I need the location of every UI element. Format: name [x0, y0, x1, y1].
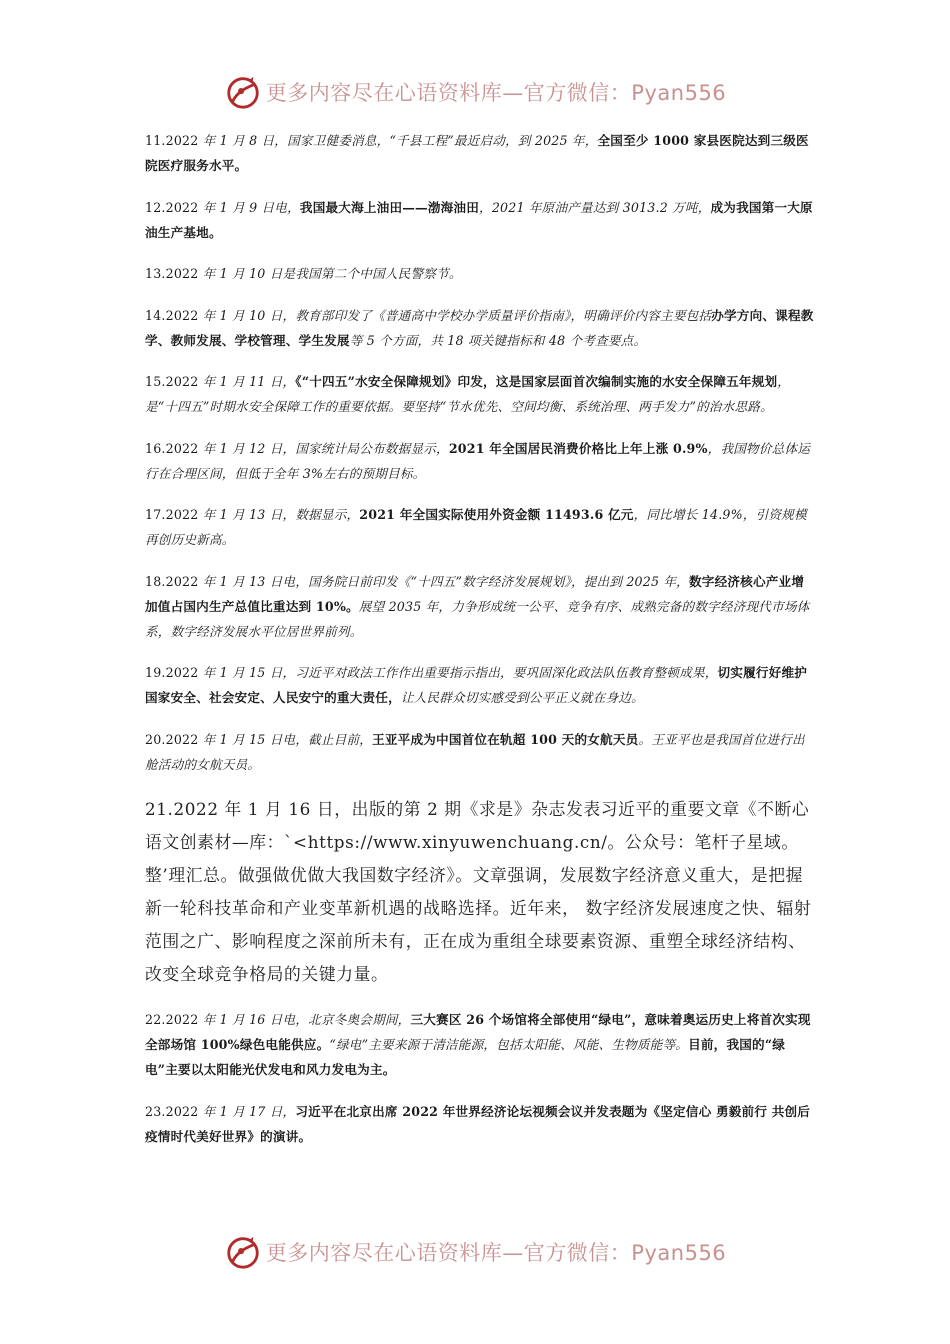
footer-banner	[0, 1230, 950, 1274]
news-item	[145, 369, 815, 419]
logo-icon	[224, 73, 262, 111]
news-item-text: 20.2022	[145, 731, 203, 747]
news-item-text: 2021 年全国居民消费价格比上年上涨 0.9%	[448, 440, 708, 456]
news-item-21: 21.2022 年 1 月 16 日，出版的第 2 期《求是》杂志发表习近平的重要文章《不断心语文创素材—库：`<https://www.xinyuwenchuang.cn/。公众号：笔杆子星域。整’理汇总。做强做优做大我国数字经济》。文章强调，发展数字经济意义重大，是把握新一轮科技革命和产业变革新机遇的战略选择。近年来， 数字经济发展速度之快、辐射范围之广、影响程度之深前所未有，正在成为重组全球要素资源、重塑全球经济结构、改变全球竞争格局的关键力量。	[145, 799, 812, 984]
news-item-text: 习近平在北京出席 2022 年世界经济论坛视频会议并发表题为《坚定信心 勇毅前行 共创后疫情时代美好世界》的演讲。	[145, 1103, 811, 1144]
news-item-text: 王亚平成为中国首位在轨超 100 天的女航天员	[372, 731, 639, 747]
news-item-text: 年 1 月 13 日电，国务院日前印发《“十四五”数字经济发展规划》，提出到 2025 年，	[202, 573, 689, 589]
news-item-text: 年 1 月 13 日，数据显示，	[202, 507, 360, 522]
news-item-text: 11.2022	[145, 133, 203, 148]
news-item	[145, 727, 815, 777]
news-item	[145, 436, 815, 486]
news-item	[145, 1007, 815, 1082]
news-item	[145, 128, 815, 178]
footer-banner-text: 更多内容尽在心语资料库—官方微信：Pyan556	[265, 1241, 727, 1265]
news-item	[145, 502, 815, 552]
news-list-continued	[145, 1007, 815, 1149]
news-item-text: 让人民群众切实感受到公平正义就在身边。	[400, 690, 644, 705]
news-item-text: 《“十四五”水安全保障规划》印发，这是国家层面首次编制实施的水安全保障五年规划	[295, 374, 778, 389]
logo-icon	[224, 1233, 262, 1271]
news-item-text: “绿电”主要来源于清洁能源，包括太阳能、风能、生物质能等。	[329, 1037, 689, 1052]
news-item-text: 年 1 月 10 日，教育部印发了《普通高中学校办学质量评价指南》，明确评价内容主要包括	[202, 307, 712, 323]
news-item-text: 全国至少 1000 家县医院达到三级医院医疗服务水平。	[145, 133, 809, 173]
news-item-text: 年 1 月 12 日，国家统计局公布数据显示，	[202, 440, 449, 456]
news-item-text: 年 1 月 9 日电，	[202, 199, 300, 215]
news-item-text: 三大赛区 26 个场馆将全部使用“绿电”，意味着奥运历史上将首次实现全部场馆 100%绿色电能供应。	[145, 1012, 811, 1052]
news-item-text: 年 1 月 15 日，习近平对政法工作作出重要指示指出，要巩固深化政法队伍教育整顿成果，	[202, 665, 718, 680]
news-item-text: 19.2022	[145, 665, 203, 680]
news-item	[145, 1099, 815, 1149]
header-banner-text: 更多内容尽在心语资料库—官方微信：Pyan556	[265, 81, 727, 105]
news-item	[145, 261, 815, 286]
news-item-text: 年 1 月 15 日电，截止目前，	[202, 731, 373, 747]
news-item-text: 年 1 月 17 日，	[202, 1103, 296, 1119]
news-item-text: 14.2022	[145, 307, 203, 323]
news-item-text: 我国最大海上油田——渤海油田	[299, 199, 480, 215]
news-item-text: 13.2022	[145, 266, 203, 281]
news-item-text: 成为我国第一大原油生产基地。	[145, 199, 813, 240]
news-item-text: 16.2022	[145, 440, 203, 456]
news-item-text: 年 1 月 16 日电，北京冬奥会期间，	[202, 1012, 411, 1027]
news-item-text: ，是“十四五”时期水安全保障工作的重要依据。要坚持“节水优先、空间均衡、系统治理、两手发力”的治水思路。	[145, 374, 791, 414]
news-item-text: 15.2022	[145, 374, 203, 389]
header-banner	[0, 70, 950, 114]
news-item	[145, 660, 815, 710]
news-item-text: 年 1 月 11 日，	[202, 374, 296, 389]
news-list	[145, 128, 815, 777]
news-item-text: ，同比增长 14.9%，引资规模再创历史新高。	[145, 507, 807, 547]
news-item-text: 22.2022	[145, 1012, 203, 1027]
news-item-text: 数字经济核心产业增加值占国内生产总值比重达到 10%。	[145, 573, 805, 614]
document-body	[145, 128, 815, 1165]
news-item-text: ，2021 年原油产量达到 3013.2 万吨，	[479, 199, 711, 215]
news-item-text: 目前，我国的“绿电”主要以太阳能光伏发电和风力发电为主。	[145, 1037, 786, 1077]
news-item-text: 展望 2035 年，力争形成统一公平、竞争有序、成熟完备的数字经济现代市场体系，数字经济发展水平位居世界前列。	[145, 598, 810, 639]
news-item-text: 年 1 月 8 日，国家卫健委消息，“千县工程”最近启动，到 2025 年，	[202, 133, 598, 148]
news-item-text: ，我国物价总体运行在合理区间，但低于全年 3%左右的预期目标。	[145, 440, 811, 481]
news-item-text: 18.2022	[145, 573, 203, 589]
news-item-text: 23.2022	[145, 1103, 203, 1119]
news-item-text: 12.2022	[145, 199, 203, 215]
news-item-text: 办学方向、课程教学、教师发展、学校管理、学生发展	[145, 307, 814, 348]
news-item	[145, 303, 815, 353]
news-item-text: 年 1 月 10 日是我国第二个中国人民警察节。	[202, 266, 462, 281]
news-item	[145, 195, 815, 245]
news-item	[145, 569, 815, 644]
news-item-text: 切实履行好维护国家安全、社会安定、人民安宁的重大责任，	[145, 665, 808, 705]
news-item-text: 17.2022	[145, 507, 203, 522]
news-item-text: 等 5 个方面，共 18 项关键指标和 48 个考查要点。	[349, 332, 647, 348]
news-item-text: 2021 年全国实际使用外资金额 11493.6 亿元	[359, 507, 634, 522]
news-item-text: 。王亚平也是我国首位进行出舱活动的女航天员。	[145, 731, 805, 772]
